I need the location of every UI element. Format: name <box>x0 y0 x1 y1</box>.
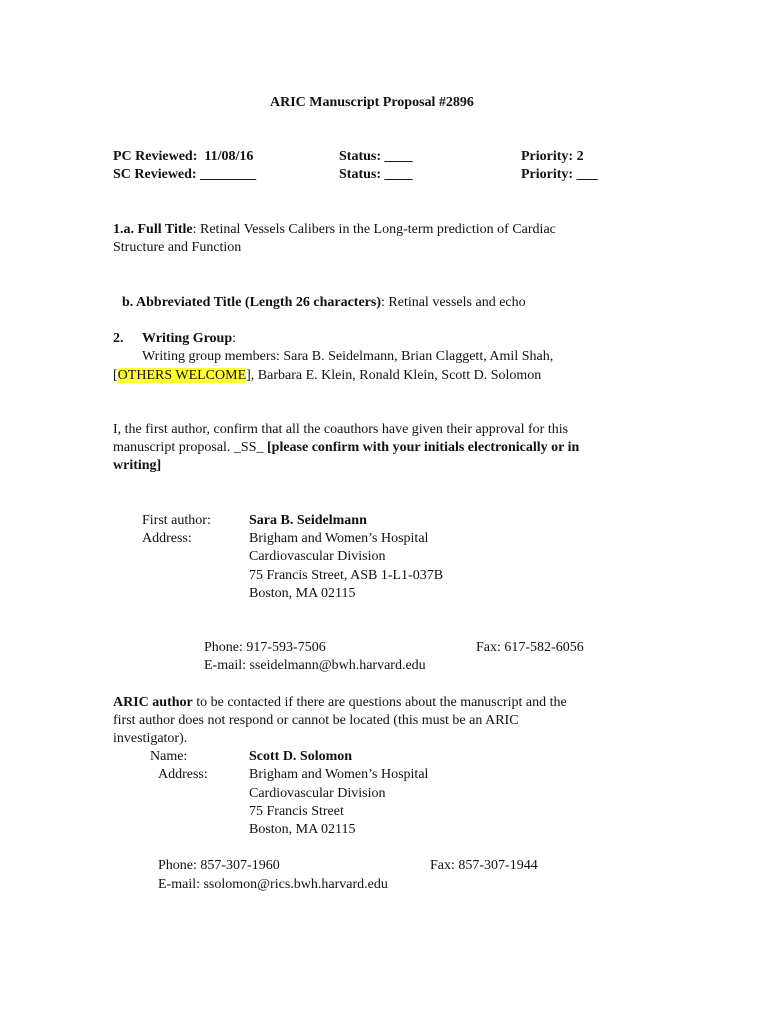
aric-author-name-label: Name: <box>150 749 188 764</box>
aric-author-fax: Fax: 857-307-1944 <box>430 858 538 873</box>
first-author-address-line3: 75 Francis Street, ASB 1-L1-037B <box>249 568 444 583</box>
pc-priority-line <box>521 148 584 166</box>
document-title: ARIC Manuscript Proposal #2896 <box>270 95 474 110</box>
pc-priority-value: 2 <box>576 149 584 164</box>
first-author-label: First author: <box>142 513 211 528</box>
pc-status-line <box>339 148 413 166</box>
abbreviated-title-text: : Retinal vessels and echo <box>381 295 526 310</box>
writing-group-members-line2 <box>113 367 541 385</box>
confirm-line2-bold: [please confirm with your initials electronically or in <box>267 440 580 455</box>
aric-author-name: Scott D. Solomon <box>249 749 353 764</box>
first-author-address-label: Address: <box>142 531 192 546</box>
pc-reviewed-line <box>113 148 253 166</box>
aric-author-intro-rest: to be contacted if there are questions about the manuscript and the <box>192 695 567 710</box>
full-title-line1 <box>113 221 556 239</box>
aric-author-phone: Phone: 857-307-1960 <box>158 858 280 873</box>
confirm-line3: writing] <box>113 458 162 473</box>
sc-priority-line <box>521 166 598 184</box>
first-author-phone: Phone: 917-593-7506 <box>204 640 326 655</box>
pc-priority-label: Priority: <box>521 149 574 164</box>
sc-status-label: Status: <box>339 167 382 182</box>
full-title-line2: Structure and Function <box>113 240 242 255</box>
aric-author-intro-line1 <box>113 694 567 712</box>
sc-reviewed-blank: ________ <box>200 167 257 182</box>
sc-status-blank: ____ <box>384 167 413 182</box>
full-title-label: 1.a. Full Title <box>113 222 193 237</box>
confirm-line2 <box>113 439 579 457</box>
writing-group-label: Writing Group <box>142 331 233 346</box>
first-author-address-line4: Boston, MA 02115 <box>249 586 356 601</box>
aric-author-address-label: Address: <box>158 767 208 782</box>
confirm-line2-plain: manuscript proposal. _SS_ <box>113 440 267 455</box>
first-author-address-line1: Brigham and Women’s Hospital <box>249 531 429 546</box>
aric-author-address-line4: Boston, MA 02115 <box>249 822 356 837</box>
pc-reviewed-date: 11/08/16 <box>204 149 254 164</box>
aric-author-email: E-mail: ssolomon@rics.bwh.harvard.edu <box>158 877 388 892</box>
first-author-email: E-mail: sseidelmann@bwh.harvard.edu <box>204 658 426 673</box>
abbreviated-title-label: b. Abbreviated Title (Length 26 characters) <box>122 295 381 310</box>
first-author-fax: Fax: 617-582-6056 <box>476 640 584 655</box>
sc-status-line <box>339 166 413 184</box>
writing-group-members-rest: ], Barbara E. Klein, Ronald Klein, Scott D. Solomon <box>246 368 542 383</box>
pc-reviewed-label: PC Reviewed: <box>113 149 198 164</box>
aric-author-intro-line3: investigator). <box>113 731 188 746</box>
first-author-name: Sara B. Seidelmann <box>249 513 367 528</box>
writing-group-number: 2. <box>113 331 124 346</box>
bracket-open: [ <box>113 368 118 383</box>
others-welcome-highlight: OTHERS WELCOME <box>117 368 247 383</box>
aric-author-intro-bold: ARIC author <box>113 695 193 710</box>
confirm-line1: I, the first author, confirm that all the coauthors have given their approval for this <box>113 422 569 437</box>
writing-group-colon: : <box>232 331 237 346</box>
full-title-text1: : Retinal Vessels Calibers in the Long-term prediction of Cardiac <box>192 222 556 237</box>
aric-author-address-line1: Brigham and Women’s Hospital <box>249 767 429 782</box>
writing-group-members-line1: Writing group members: Sara B. Seidelmann, Brian Claggett, Amil Shah, <box>142 349 554 364</box>
first-author-address-line2: Cardiovascular Division <box>249 549 386 564</box>
writing-group-heading <box>142 330 236 348</box>
sc-reviewed-label: SC Reviewed: <box>113 167 197 182</box>
pc-status-label: Status: <box>339 149 382 164</box>
abbreviated-title-line <box>122 294 526 312</box>
sc-priority-blank: ___ <box>576 167 598 182</box>
sc-reviewed-line <box>113 166 256 184</box>
aric-author-address-line2: Cardiovascular Division <box>249 786 386 801</box>
sc-priority-label: Priority: <box>521 167 574 182</box>
pc-status-blank: ____ <box>384 149 413 164</box>
aric-author-address-line3: 75 Francis Street <box>249 804 344 819</box>
aric-author-intro-line2: first author does not respond or cannot be located (this must be an ARIC <box>113 713 519 728</box>
